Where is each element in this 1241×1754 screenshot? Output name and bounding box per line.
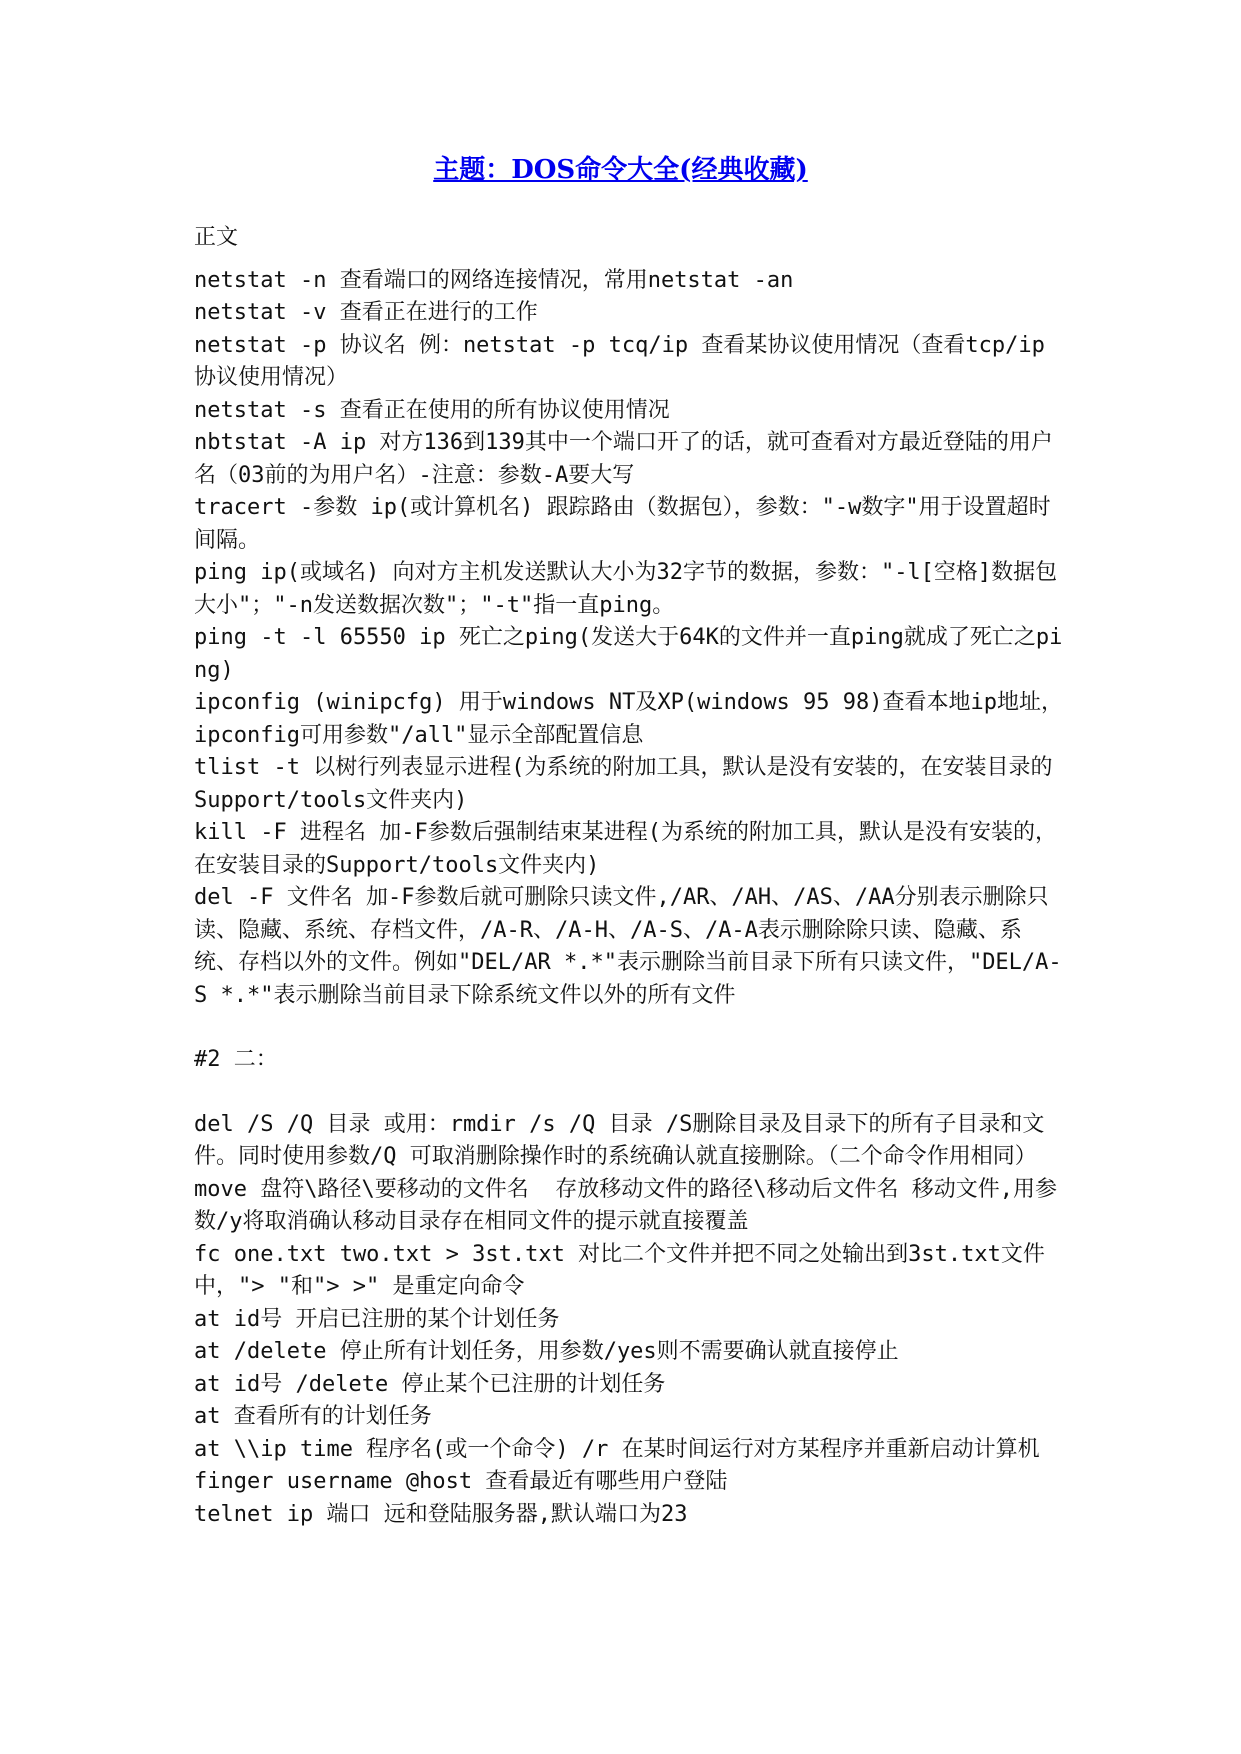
paragraph-ipconfig: ipconfig (winipcfg) 用于windows NT及XP(windows 95 98)查看本地ip地址，ipconfig可用参数"/all"显示全部配置信息 xyxy=(194,690,1064,748)
paragraph-netstat-s: netstat -s 查看正在使用的所有协议使用情况 xyxy=(194,397,670,423)
paragraph-fc: fc one.txt two.txt > 3st.txt 对比二个文件并把不同之处输出到3st.txt文件中，"> "和"> >" 是重定向命令 xyxy=(194,1241,1045,1299)
paragraph-at-id: at id号 开启已注册的某个计划任务 xyxy=(194,1306,560,1332)
paragraph-at: at 查看所有的计划任务 xyxy=(194,1404,432,1429)
paragraph-del-s-q: del /S /Q 目录 或用：rmdir /s /Q 目录 /S删除目录及目录下的所有子目录和文件。同时使用参数/Q 可取消删除操作时的系统确认就直接删除。（二个命令作用相同） xyxy=(194,1111,1045,1169)
paragraph-tlist: tlist -t 以树行列表显示进程(为系统的附加工具，默认是没有安装的，在安装目录的Support/tools文件夹内) xyxy=(194,755,1053,813)
section-label: 正文 xyxy=(194,225,239,250)
paragraph-del: del -F 文件名 加-F参数后就可删除只读文件,/AR、/AH、/AS、/AA分别表示删除只读、隐藏、系统、存档文件，/A-R、/A-H、/A-S、/A-A表示删除除只读、隐藏、系统、存档以外的文件。例如"DEL/AR *.*"表示删除当前目录下所有只读文件，"DEL/A-S *.*"表示删除当前目录下除系统文件以外的所有文件 xyxy=(194,885,1062,1008)
document-body xyxy=(194,222,1064,1531)
document-title[interactable]: 主题：DOS命令大全(经典收藏) xyxy=(433,155,808,185)
paragraph-at-id-delete: at id号 /delete 停止某个已注册的计划任务 xyxy=(194,1371,666,1397)
paragraph-kill: kill -F 进程名 加-F参数后强制结束某进程(为系统的附加工具，默认是没有安装的，在安装目录的Support/tools文件夹内) xyxy=(194,820,1057,878)
paragraph-ping: ping ip(或域名) 向对方主机发送默认大小为32字节的数据，参数："-l[空格]数据包大小"；"-n发送数据次数"；"-t"指一直ping。 xyxy=(194,560,1058,618)
paragraph-tracert: tracert -参数 ip(或计算机名) 跟踪路由（数据包），参数："-w数字"用于设置超时间隔。 xyxy=(194,495,1051,553)
paragraph-netstat-p: netstat -p 协议名 例：netstat -p tcq/ip 查看某协议使用情况（查看tcp/ip协议使用情况） xyxy=(194,332,1045,390)
part2-heading: #2 二： xyxy=(194,1047,278,1072)
paragraph-finger: finger username @host 查看最近有哪些用户登陆 xyxy=(194,1469,728,1494)
paragraph-netstat-v: netstat -v 查看正在进行的工作 xyxy=(194,300,538,325)
paragraph-telnet: telnet ip 端口 远和登陆服务器,默认端口为23 xyxy=(194,1501,688,1527)
paragraph-at-delete: at /delete 停止所有计划任务，用参数/yes则不需要确认就直接停止 xyxy=(194,1339,899,1364)
paragraph-nbtstat: nbtstat -A ip 对方136到139其中一个端口开了的话，就可查看对方最近登陆的用户名（03前的为用户名）-注意：参数-A要大写 xyxy=(194,430,1053,488)
paragraph-netstat-n: netstat -n 查看端口的网络连接情况，常用netstat -an xyxy=(194,267,794,293)
paragraph-at-ip-time: at \\ip time 程序名(或一个命令) /r 在某时间运行对方某程序并重新启动计算机 xyxy=(194,1436,1040,1462)
paragraph-move: move 盘符\路径\要移动的文件名 存放移动文件的路径\移动后文件名 移动文件,用参数/y将取消确认移动目录存在相同文件的提示就直接覆盖 xyxy=(194,1176,1057,1234)
paragraph-ping-of-death: ping -t -l 65550 ip 死亡之ping(发送大于64K的文件并一直ping就成了死亡之ping) xyxy=(194,625,1063,683)
